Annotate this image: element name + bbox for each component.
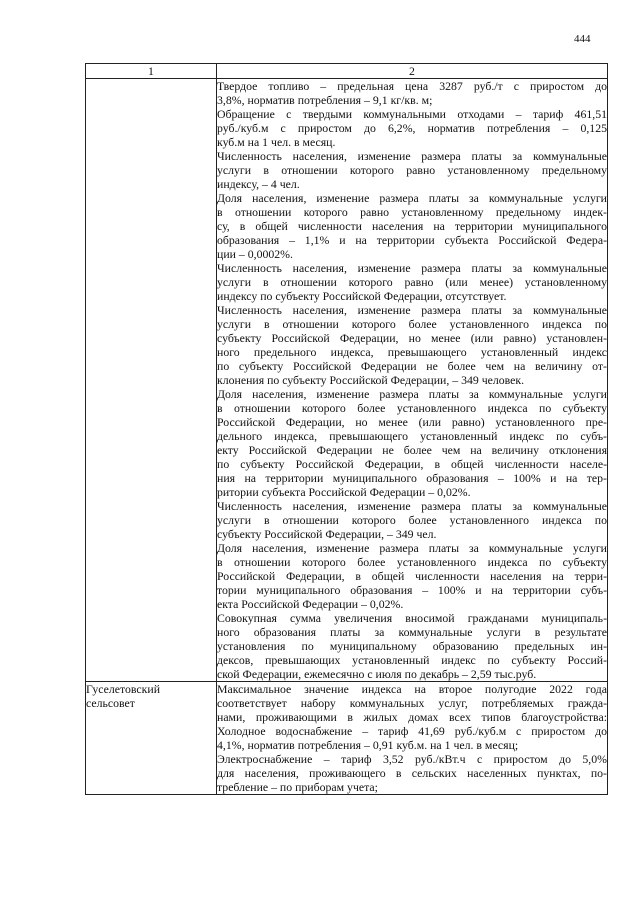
description-text-line: клонения по субъекту Российской Федерации, – 349 человек. xyxy=(217,373,525,387)
description-text-line: услуги в отношении которого равно установленному предельному xyxy=(217,163,607,177)
municipality-cell xyxy=(86,682,217,795)
description-text-line: нами, проживающими в жилых домах всех типов благоустройства: xyxy=(217,710,607,724)
description-text-line: Российской Федерации, но менее (или равно) установленного пре- xyxy=(217,415,607,429)
table-row xyxy=(86,682,608,795)
description-text-line: екта Российской Федерации – 0,02%. xyxy=(217,597,404,611)
column-header-2: 2 xyxy=(217,64,608,79)
description-text-line: для населения, проживающего в сельских населенных пунктах, по- xyxy=(217,766,607,780)
description-text-line: ции – 0,0002%. xyxy=(217,247,293,261)
description-text-line: установления по муниципальному образованию предельных ин- xyxy=(217,639,607,653)
description-text-line: руб./куб.м с приростом до 6,2%, норматив потребления – 0,125 xyxy=(217,121,607,135)
column-header-1: 1 xyxy=(86,64,217,79)
description-cell xyxy=(217,682,608,795)
description-text-line: Совокупная сумма увеличения вносимой гражданами муниципаль- xyxy=(217,611,607,625)
description-text-line: индексу, – 4 чел. xyxy=(217,177,300,191)
description-text-line: Доля населения, изменение размера платы за коммунальные услуги xyxy=(217,541,607,555)
description-text-line: дексов, превышающих установленный индекс по субъекту Россий- xyxy=(217,653,607,667)
description-text-line: Численность населения, изменение размера платы за коммунальные xyxy=(217,149,607,163)
description-text-line: Доля населения, изменение размера платы за коммунальные услуги xyxy=(217,191,607,205)
description-text-line: дельного индекса, превышающего установленный индекс по субъ- xyxy=(217,429,607,443)
description-text-line: по субъекту Российской Федерации, в общей численности населе- xyxy=(217,457,607,471)
table-row xyxy=(86,79,608,682)
description-text-line: услуги в отношении которого более установленного индекса по xyxy=(217,513,607,527)
description-text-line: в отношении которого равно установленному предельному индек- xyxy=(217,205,607,219)
description-text-line: Обращение с твердыми коммунальными отходами – тариф 461,51 xyxy=(217,107,607,121)
municipality-name-line: Гуселетовский xyxy=(86,682,161,696)
description-text-line: тории муниципального образования – 100% и на территории субъ- xyxy=(217,583,607,597)
document-table xyxy=(85,63,608,795)
description-text-line: ного образования платы за коммунальные услуги в результате xyxy=(217,625,607,639)
description-text-line: 3,8%, норматив потребления – 9,1 кг/кв. м; xyxy=(217,93,433,107)
municipality-cell xyxy=(86,79,217,682)
description-text-line: ской Федерации, ежемесячно с июля по декабрь – 2,59 тыс.руб. xyxy=(217,667,537,681)
description-text-line: услуги в отношении которого более установленного индекса по xyxy=(217,317,607,331)
description-text-line: образования – 1,1% и на территории субъекта Российской Федера- xyxy=(217,233,607,247)
municipality-name-line: сельсовет xyxy=(86,696,135,710)
description-cell xyxy=(217,79,608,682)
description-text-line: Холодное водоснабжение – тариф 41,69 руб./куб.м с приростом до xyxy=(217,724,607,738)
description-text-line: куб.м на 1 чел. в месяц. xyxy=(217,135,336,149)
description-text-line: 4,1%, норматив потребления – 0,91 куб.м. на 1 чел. в месяц; xyxy=(217,738,519,752)
table-header-row xyxy=(86,64,608,79)
description-text-line: ного предельного индекса, превышающего установленный индекс xyxy=(217,345,607,359)
description-text-line: Доля населения, изменение размера платы за коммунальные услуги xyxy=(217,387,607,401)
description-text-line: Максимальное значение индекса на второе полугодие 2022 года xyxy=(217,682,607,696)
description-text-line: Российской Федерации, в общей численности населения на терри- xyxy=(217,569,607,583)
description-text-line: в отношении которого более установленного индекса по субъекту xyxy=(217,401,607,415)
description-text-line: требление – по приборам учета; xyxy=(217,780,378,794)
description-text-line: соответствует набору коммунальных услуг, потребляемых гражда- xyxy=(217,696,607,710)
description-text-line: ритории субъекта Российской Федерации – 0,02%. xyxy=(217,485,471,499)
description-text-line: ния на территории муниципального образования – 100% и на тер- xyxy=(217,471,607,485)
description-text-line: Твердое топливо – предельная цена 3287 руб./т с приростом до xyxy=(217,79,607,93)
description-text-line: Численность населения, изменение размера платы за коммунальные xyxy=(217,261,607,275)
description-text-line: субъекту Российской Федерации, – 349 чел. xyxy=(217,527,437,541)
description-text-line: в отношении которого более установленного индекса по субъекту xyxy=(217,555,607,569)
description-text-line: по субъекту Российской Федерации не более чем на величину от- xyxy=(217,359,607,373)
description-text-line: субъекту Российской Федерации, но менее (или равно) установлен- xyxy=(217,331,607,345)
description-text-line: екту Российской Федерации не более чем на величину отклонения xyxy=(217,443,607,457)
description-text-line: Численность населения, изменение размера платы за коммунальные xyxy=(217,303,607,317)
description-text-line: су, в общей численности населения на территории муниципального xyxy=(217,219,607,233)
description-text-line: индексу по субъекту Российской Федерации, отсутствует. xyxy=(217,289,507,303)
description-text-line: Численность населения, изменение размера платы за коммунальные xyxy=(217,499,607,513)
page-number: 444 xyxy=(574,33,591,45)
description-text-line: Электроснабжение – тариф 3,52 руб./кВт.ч с приростом до 5,0% xyxy=(217,752,607,766)
description-text-line: услуги в отношении которого равно (или менее) установленному xyxy=(217,275,607,289)
